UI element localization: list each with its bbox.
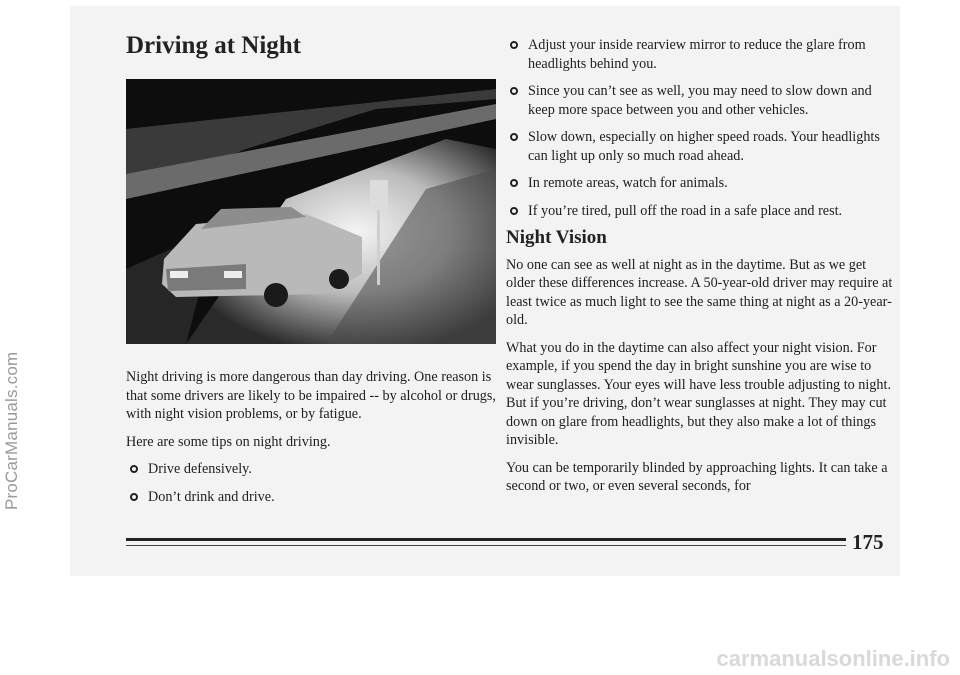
list-item: In remote areas, watch for animals. [506,174,894,193]
night-driving-photo [126,79,496,344]
bullet-icon [510,133,518,141]
list-item: Adjust your inside rearview mirror to reduce the glare from headlights behind you. [506,36,894,73]
footer-rule-thin [126,545,846,546]
page-title: Driving at Night [126,32,301,59]
right-column [506,36,894,505]
page-number: 175 [852,530,884,554]
list-item: Drive defensively. [126,460,498,479]
intro-paragraph: Night driving is more dangerous than day driving. One reason is that some drivers are likely to be impaired -- by alcohol or drugs, with night vision problems, or by fatigue. [126,369,496,422]
night-vision-paragraph-2: What you do in the daytime can also affect your night vision. For example, if you spend the day in bright sunshine you are wise to wear sunglasses. Your eyes will have less trouble adjusting to night. But if you’re driving, don’t wear sunglasses at night. They may cut down on glare from headlights, but they also make a lot of things invisible. [506,339,891,448]
tips-intro: Here are some tips on night driving. [126,433,331,450]
night-vision-paragraph-3: You can be temporarily blinded by approaching lights. It can take a second or two, or even several seconds, for [506,459,888,494]
bullet-icon [510,207,518,215]
list-item: If you’re tired, pull off the road in a safe place and rest. [506,202,894,221]
list-item: Slow down, especially on higher speed roads. Your headlights can light up only so much road ahead. [506,128,894,165]
bullet-icon [510,41,518,49]
bottom-watermark: carmanualsonline.info [716,646,950,671]
side-watermark: ProCarManuals.com [2,351,21,510]
bullet-icon [130,493,138,501]
left-column [126,368,498,515]
night-vision-paragraph-1: No one can see as well at night as in the daytime. But as we get older these differences increase. A 50-year-old driver may require at least twice as much light to see the same thing at night as a 20-year-old. [506,256,893,328]
list-item: Since you can’t see as well, you may need to slow down and keep more space between you and other vehicles. [506,82,894,119]
bullet-icon [510,179,518,187]
bullet-icon [130,465,138,473]
bullet-icon [510,87,518,95]
section-heading: Night Vision [506,227,607,248]
list-item: Don’t drink and drive. [126,488,498,507]
footer-rule [126,538,846,541]
